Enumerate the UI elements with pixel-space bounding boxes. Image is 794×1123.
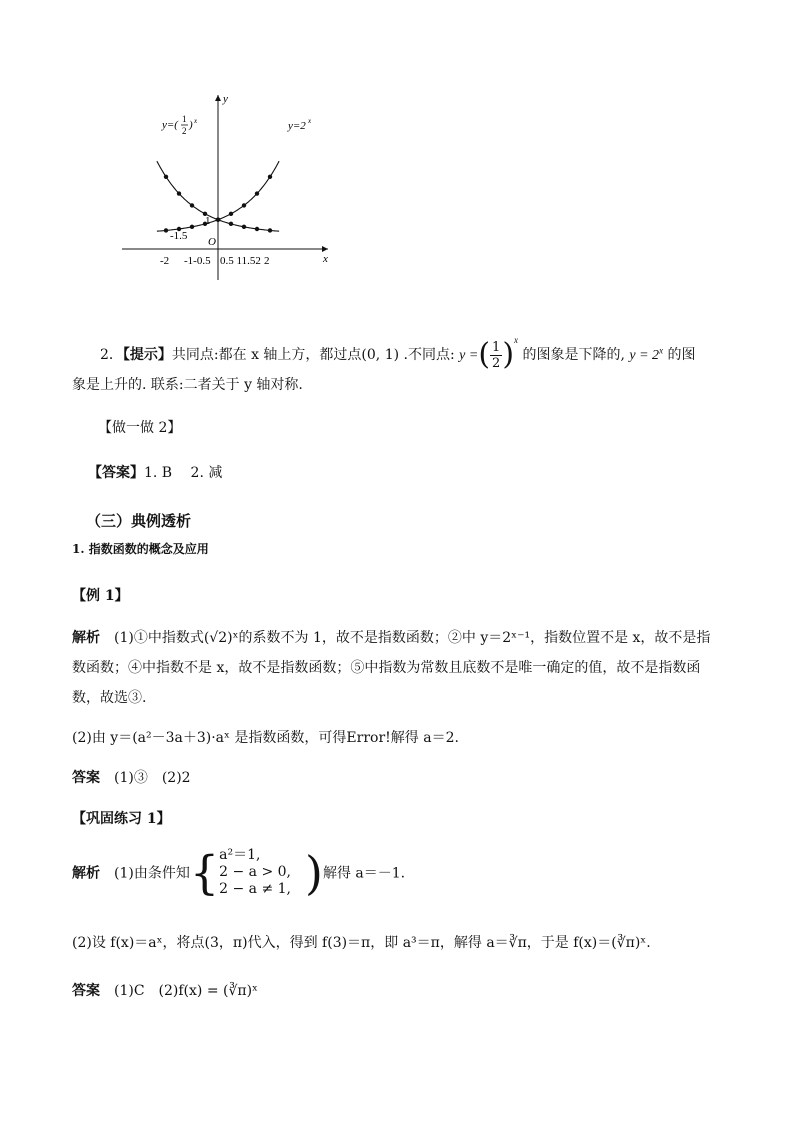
data-point <box>164 175 168 179</box>
practice1-title: 【巩固练习 1】 <box>72 811 171 827</box>
data-point <box>242 225 246 229</box>
practice1-line-2: (2)设 f(x)＝aˣ，将点(3，π)代入，得到 f(3)＝π，即 a³＝π，解得 a＝∛π，于是 f(x)＝(∛π)ˣ. <box>72 935 651 951</box>
data-point <box>242 203 246 207</box>
label-origin: O <box>208 236 216 248</box>
hint-number: 2． <box>100 347 123 363</box>
data-point <box>268 175 272 179</box>
hint-tag: 【提示】 <box>122 347 172 363</box>
section-subtitle: 1. 指数函数的概念及应用 <box>72 542 209 556</box>
hint-line-2: 象是上升的. 联系:二者关于 y 轴对称. <box>72 377 303 393</box>
practice1-answer-text: (1)C (2)f(x) = (∛π)ˣ <box>114 983 258 999</box>
section-title: （三）典例透析 <box>86 512 192 530</box>
practice1-answer-tag: 答案 <box>72 983 100 999</box>
example1-line-1 <box>72 627 710 647</box>
exponential-graph <box>110 85 350 290</box>
example1-answer <box>72 767 191 787</box>
data-point <box>164 228 168 232</box>
practice1-cond-2: 2 − a > 0, <box>219 864 291 880</box>
hint-text-b: 的图象是下降的, <box>518 347 630 363</box>
data-point <box>177 191 181 195</box>
example1-line-1-text: (1)①中指数式(√2)ˣ的系数不为 1，故不是指数函数；②中 y＝2ˣ⁻¹，指数位置不是 x，故不是指 <box>114 630 711 646</box>
svg-text:x: x <box>308 117 312 125</box>
data-point <box>268 228 272 232</box>
data-point <box>190 225 194 229</box>
practice1-tag: 解析 <box>72 865 100 882</box>
zuoyizuo-title: 【做一做 2】 <box>98 420 182 436</box>
label-one: 1 <box>205 215 211 227</box>
zuoyizuo-answer-text: 1. B 2. 减 <box>144 465 223 481</box>
example1-tag: 解析 <box>72 630 100 646</box>
example1-answer-text: (1)③ (2)2 <box>114 770 191 786</box>
example1-line-3: 数，故选③. <box>72 690 147 706</box>
hint-func-right: y = 2 <box>629 348 660 363</box>
hint-exp: x <box>514 335 519 345</box>
hint-text-a: 共同点:都在 x 轴上方，都过点(0, 1) .不同点: <box>171 347 460 363</box>
data-point <box>190 203 194 207</box>
practice1-answer <box>72 980 258 1000</box>
practice1-line-1: 解析 (1)由条件知{ a²＝1, 2 − a > 0, 2 − a ≠ 1, )解得 a＝－1. <box>72 845 406 900</box>
hint-func-left: y = <box>459 348 479 363</box>
y-axis-label: y <box>223 93 228 105</box>
curve-left-label <box>161 114 198 136</box>
svg-text:2: 2 <box>182 126 187 136</box>
zuoyizuo-answer <box>88 462 222 482</box>
data-point <box>229 212 233 216</box>
hint-text-c: 的图 <box>663 347 696 363</box>
data-point <box>216 218 220 222</box>
x-tick-neg2: -2 <box>160 255 170 267</box>
x-tick-2: 2 <box>264 255 270 267</box>
data-point <box>255 191 259 195</box>
svg-text:y=2: y=2 <box>288 120 306 132</box>
example1-title: 【例 1】 <box>72 588 129 604</box>
hint-frac-den: 2 <box>492 355 501 371</box>
svg-text:x: x <box>194 117 198 125</box>
label-neg-1-5: -1.5 <box>170 230 188 242</box>
practice1-cond-3: 2 − a ≠ 1, <box>219 881 291 897</box>
x-tick-neg1-neg05: -1-0.5 <box>184 255 211 267</box>
curve-right-label <box>287 117 312 132</box>
data-point <box>229 222 233 226</box>
example1-line-4: (2)由 y＝(a²－3a＋3)·aˣ 是指数函数，可得Error!解得 a＝2. <box>72 730 459 746</box>
x-tick-05-15: 0.5 11.52 <box>220 255 261 267</box>
practice1-result: 解得 a＝－1. <box>322 865 406 882</box>
x-axis-label: x <box>323 253 328 265</box>
hint-exp-2: x <box>659 345 664 356</box>
hint-line-1: 2．【提示】共同点:都在 x 轴上方，都过点(0, 1) .不同点: y =( $\frac{1}{2}$ )$^x$ 的图象是下降的, $y = 2^x$ 的图 <box>100 335 696 372</box>
data-point <box>255 227 259 231</box>
x-axis-arrow <box>322 246 328 252</box>
svg-text:): ) <box>189 119 193 131</box>
practice1-cond-1: a²＝1, <box>219 847 261 863</box>
y-axis-arrow <box>215 95 221 101</box>
hint-frac-num: 1 <box>492 339 501 355</box>
practice1-lead: (1)由条件知 <box>114 865 190 882</box>
svg-text:1: 1 <box>182 114 187 124</box>
example1-answer-tag: 答案 <box>72 770 100 786</box>
example1-line-2: 数函数；④中指数不是 x，故不是指数函数；⑤中指数为常数且底数不是唯一确定的值，故不是指数函 <box>72 660 701 676</box>
zuoyizuo-answer-tag: 【答案】 <box>88 465 144 481</box>
svg-text:y=(: y=( <box>162 119 178 131</box>
